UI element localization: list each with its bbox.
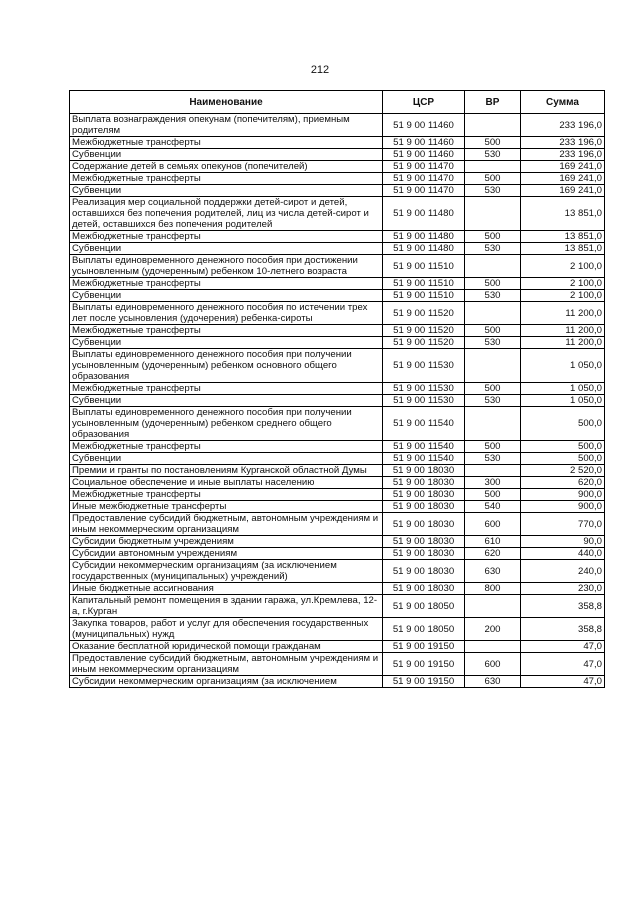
row-csr-cell: 51 9 00 11540 — [383, 407, 465, 441]
row-sum-cell: 13 851,0 — [521, 197, 605, 231]
row-vr-cell: 530 — [465, 243, 521, 255]
row-sum-cell: 500,0 — [521, 441, 605, 453]
row-sum-cell: 13 851,0 — [521, 231, 605, 243]
table-row — [70, 173, 605, 185]
row-name-cell: Субсидии некоммерческим организациям (за исключением — [70, 676, 383, 688]
table-row — [70, 595, 605, 618]
row-sum-cell: 1 050,0 — [521, 383, 605, 395]
row-sum-cell: 11 200,0 — [521, 337, 605, 349]
row-vr-cell: 610 — [465, 536, 521, 548]
table-row — [70, 149, 605, 161]
row-csr-cell: 51 9 00 18030 — [383, 548, 465, 560]
row-vr-cell: 500 — [465, 489, 521, 501]
row-name-cell: Выплаты единовременного денежного пособия при получении усыновленным (удочеренным) ребенком среднего общего образования — [70, 407, 383, 441]
row-vr-cell: 800 — [465, 583, 521, 595]
table-row — [70, 501, 605, 513]
row-sum-cell: 47,0 — [521, 653, 605, 676]
row-sum-cell: 900,0 — [521, 489, 605, 501]
row-csr-cell: 51 9 00 11470 — [383, 161, 465, 173]
row-name-cell: Выплата вознаграждения опекунам (попечителям), приемным родителям — [70, 114, 383, 137]
row-vr-cell: 500 — [465, 383, 521, 395]
table-row — [70, 395, 605, 407]
table-row — [70, 441, 605, 453]
table-row — [70, 407, 605, 441]
table-row — [70, 618, 605, 641]
row-csr-cell: 51 9 00 11540 — [383, 453, 465, 465]
row-sum-cell: 620,0 — [521, 477, 605, 489]
row-name-cell: Субвенции — [70, 290, 383, 302]
table-row — [70, 489, 605, 501]
row-sum-cell: 500,0 — [521, 407, 605, 441]
row-sum-cell: 233 196,0 — [521, 114, 605, 137]
row-name-cell: Межбюджетные трансферты — [70, 489, 383, 501]
row-name-cell: Закупка товаров, работ и услуг для обеспечения государственных (муниципальных) нужд — [70, 618, 383, 641]
row-csr-cell: 51 9 00 11520 — [383, 325, 465, 337]
row-name-cell: Субвенции — [70, 337, 383, 349]
row-sum-cell: 169 241,0 — [521, 185, 605, 197]
row-csr-cell: 51 9 00 11480 — [383, 243, 465, 255]
row-vr-cell: 500 — [465, 278, 521, 290]
row-vr-cell: 630 — [465, 676, 521, 688]
row-csr-cell: 51 9 00 18050 — [383, 595, 465, 618]
table-row — [70, 583, 605, 595]
row-csr-cell: 51 9 00 11510 — [383, 290, 465, 302]
row-csr-cell: 51 9 00 18050 — [383, 618, 465, 641]
row-vr-cell — [465, 407, 521, 441]
table-row — [70, 137, 605, 149]
row-vr-cell: 300 — [465, 477, 521, 489]
header-sum: Сумма — [521, 91, 605, 114]
row-name-cell: Иные бюджетные ассигнования — [70, 583, 383, 595]
row-vr-cell: 500 — [465, 231, 521, 243]
table-row — [70, 337, 605, 349]
row-vr-cell: 530 — [465, 337, 521, 349]
row-csr-cell: 51 9 00 11520 — [383, 302, 465, 325]
row-sum-cell: 2 100,0 — [521, 278, 605, 290]
table-row — [70, 231, 605, 243]
row-sum-cell: 47,0 — [521, 641, 605, 653]
row-csr-cell: 51 9 00 11520 — [383, 337, 465, 349]
row-sum-cell: 2 100,0 — [521, 290, 605, 302]
table-row — [70, 302, 605, 325]
table-row — [70, 513, 605, 536]
row-vr-cell: 500 — [465, 441, 521, 453]
row-name-cell: Межбюджетные трансферты — [70, 441, 383, 453]
table-row — [70, 197, 605, 231]
table-row — [70, 653, 605, 676]
row-sum-cell: 11 200,0 — [521, 325, 605, 337]
row-name-cell: Субвенции — [70, 243, 383, 255]
header-csr: ЦСР — [383, 91, 465, 114]
table-row — [70, 349, 605, 383]
row-vr-cell — [465, 465, 521, 477]
row-vr-cell: 530 — [465, 453, 521, 465]
row-name-cell: Премии и гранты по постановлениям Курганской областной Думы — [70, 465, 383, 477]
row-sum-cell: 770,0 — [521, 513, 605, 536]
row-name-cell: Субсидии некоммерческим организациям (за исключением государственных (муниципальных) учреждений) — [70, 560, 383, 583]
row-name-cell: Межбюджетные трансферты — [70, 231, 383, 243]
row-sum-cell: 2 520,0 — [521, 465, 605, 477]
row-vr-cell — [465, 161, 521, 173]
row-csr-cell: 51 9 00 19150 — [383, 641, 465, 653]
row-name-cell: Иные межбюджетные трансферты — [70, 501, 383, 513]
row-name-cell: Межбюджетные трансферты — [70, 383, 383, 395]
table-row — [70, 278, 605, 290]
table-row — [70, 114, 605, 137]
row-name-cell: Выплаты единовременного денежного пособия при достижении усыновленным (удочеренным) ребенком 10-летнего возраста — [70, 255, 383, 278]
table-row — [70, 641, 605, 653]
row-csr-cell: 51 9 00 11510 — [383, 255, 465, 278]
row-csr-cell: 51 9 00 18030 — [383, 536, 465, 548]
table-row — [70, 676, 605, 688]
header-row — [70, 91, 605, 114]
row-sum-cell: 358,8 — [521, 595, 605, 618]
row-csr-cell: 51 9 00 11460 — [383, 114, 465, 137]
table-body — [70, 114, 605, 688]
row-name-cell: Межбюджетные трансферты — [70, 325, 383, 337]
row-sum-cell: 11 200,0 — [521, 302, 605, 325]
table-row — [70, 536, 605, 548]
row-vr-cell — [465, 641, 521, 653]
row-sum-cell: 2 100,0 — [521, 255, 605, 278]
row-vr-cell — [465, 255, 521, 278]
row-name-cell: Субсидии бюджетным учреждениям — [70, 536, 383, 548]
row-vr-cell — [465, 114, 521, 137]
row-sum-cell: 233 196,0 — [521, 149, 605, 161]
row-sum-cell: 500,0 — [521, 453, 605, 465]
row-sum-cell: 1 050,0 — [521, 349, 605, 383]
row-csr-cell: 51 9 00 11480 — [383, 197, 465, 231]
row-name-cell: Содержание детей в семьях опекунов (попечителей) — [70, 161, 383, 173]
row-sum-cell: 47,0 — [521, 676, 605, 688]
row-vr-cell — [465, 197, 521, 231]
table-row — [70, 453, 605, 465]
row-vr-cell: 530 — [465, 290, 521, 302]
row-vr-cell: 500 — [465, 137, 521, 149]
row-vr-cell: 200 — [465, 618, 521, 641]
row-csr-cell: 51 9 00 11470 — [383, 185, 465, 197]
row-csr-cell: 51 9 00 11480 — [383, 231, 465, 243]
row-vr-cell — [465, 349, 521, 383]
row-name-cell: Оказание бесплатной юридической помощи гражданам — [70, 641, 383, 653]
row-name-cell: Реализация мер социальной поддержки детей-сирот и детей, оставшихся без попечения родителей, лиц из числа детей-сирот и детей, оставшихся без попечения родителей — [70, 197, 383, 231]
row-name-cell: Предоставление субсидий бюджетным, автономным учреждениям и иным некоммерческим организациям — [70, 653, 383, 676]
row-csr-cell: 51 9 00 11460 — [383, 149, 465, 161]
row-vr-cell: 600 — [465, 513, 521, 536]
row-sum-cell: 240,0 — [521, 560, 605, 583]
table-row — [70, 548, 605, 560]
row-csr-cell: 51 9 00 11530 — [383, 395, 465, 407]
table-row — [70, 477, 605, 489]
row-csr-cell: 51 9 00 11530 — [383, 383, 465, 395]
row-name-cell: Межбюджетные трансферты — [70, 173, 383, 185]
row-csr-cell: 51 9 00 18030 — [383, 501, 465, 513]
row-csr-cell: 51 9 00 11540 — [383, 441, 465, 453]
row-csr-cell: 51 9 00 18030 — [383, 489, 465, 501]
row-name-cell: Капитальный ремонт помещения в здании гаража, ул.Кремлева, 12-а, г.Курган — [70, 595, 383, 618]
row-name-cell: Субвенции — [70, 453, 383, 465]
table-row — [70, 243, 605, 255]
row-csr-cell: 51 9 00 18030 — [383, 465, 465, 477]
row-csr-cell: 51 9 00 18030 — [383, 560, 465, 583]
row-sum-cell: 358,8 — [521, 618, 605, 641]
row-sum-cell: 169 241,0 — [521, 173, 605, 185]
table-row — [70, 255, 605, 278]
row-sum-cell: 90,0 — [521, 536, 605, 548]
row-vr-cell: 600 — [465, 653, 521, 676]
table-row — [70, 161, 605, 173]
row-vr-cell: 630 — [465, 560, 521, 583]
row-csr-cell: 51 9 00 11470 — [383, 173, 465, 185]
row-name-cell: Субвенции — [70, 185, 383, 197]
row-sum-cell: 1 050,0 — [521, 395, 605, 407]
table-row — [70, 185, 605, 197]
table-header — [70, 91, 605, 114]
table-row — [70, 560, 605, 583]
row-csr-cell: 51 9 00 11460 — [383, 137, 465, 149]
row-vr-cell: 540 — [465, 501, 521, 513]
header-vr: ВР — [465, 91, 521, 114]
row-vr-cell: 530 — [465, 395, 521, 407]
row-csr-cell: 51 9 00 19150 — [383, 653, 465, 676]
row-vr-cell: 530 — [465, 185, 521, 197]
table-row — [70, 383, 605, 395]
row-name-cell: Предоставление субсидий бюджетным, автономным учреждениям и иным некоммерческим организациям — [70, 513, 383, 536]
row-name-cell: Выплаты единовременного денежного пособия по истечении трех лет после усыновления (удочерения) ребенка-сироты — [70, 302, 383, 325]
row-sum-cell: 169 241,0 — [521, 161, 605, 173]
row-name-cell: Социальное обеспечение и иные выплаты населению — [70, 477, 383, 489]
row-csr-cell: 51 9 00 11530 — [383, 349, 465, 383]
row-sum-cell: 233 196,0 — [521, 137, 605, 149]
row-name-cell: Межбюджетные трансферты — [70, 137, 383, 149]
row-vr-cell: 530 — [465, 149, 521, 161]
row-sum-cell: 900,0 — [521, 501, 605, 513]
row-vr-cell — [465, 302, 521, 325]
row-csr-cell: 51 9 00 18030 — [383, 477, 465, 489]
table-row — [70, 325, 605, 337]
row-name-cell: Межбюджетные трансферты — [70, 278, 383, 290]
budget-table — [69, 90, 605, 688]
row-sum-cell: 440,0 — [521, 548, 605, 560]
row-name-cell: Выплаты единовременного денежного пособия при получении усыновленным (удочеренным) ребенком основного общего образования — [70, 349, 383, 383]
row-vr-cell: 500 — [465, 173, 521, 185]
page-number: 212 — [310, 64, 330, 76]
row-csr-cell: 51 9 00 18030 — [383, 583, 465, 595]
row-name-cell: Субвенции — [70, 395, 383, 407]
row-csr-cell: 51 9 00 11510 — [383, 278, 465, 290]
row-vr-cell: 620 — [465, 548, 521, 560]
row-name-cell: Субвенции — [70, 149, 383, 161]
row-vr-cell: 500 — [465, 325, 521, 337]
row-sum-cell: 230,0 — [521, 583, 605, 595]
table-row — [70, 465, 605, 477]
row-csr-cell: 51 9 00 19150 — [383, 676, 465, 688]
table-row — [70, 290, 605, 302]
row-vr-cell — [465, 595, 521, 618]
header-name: Наименование — [70, 91, 383, 114]
row-sum-cell: 13 851,0 — [521, 243, 605, 255]
row-csr-cell: 51 9 00 18030 — [383, 513, 465, 536]
row-name-cell: Субсидии автономным учреждениям — [70, 548, 383, 560]
